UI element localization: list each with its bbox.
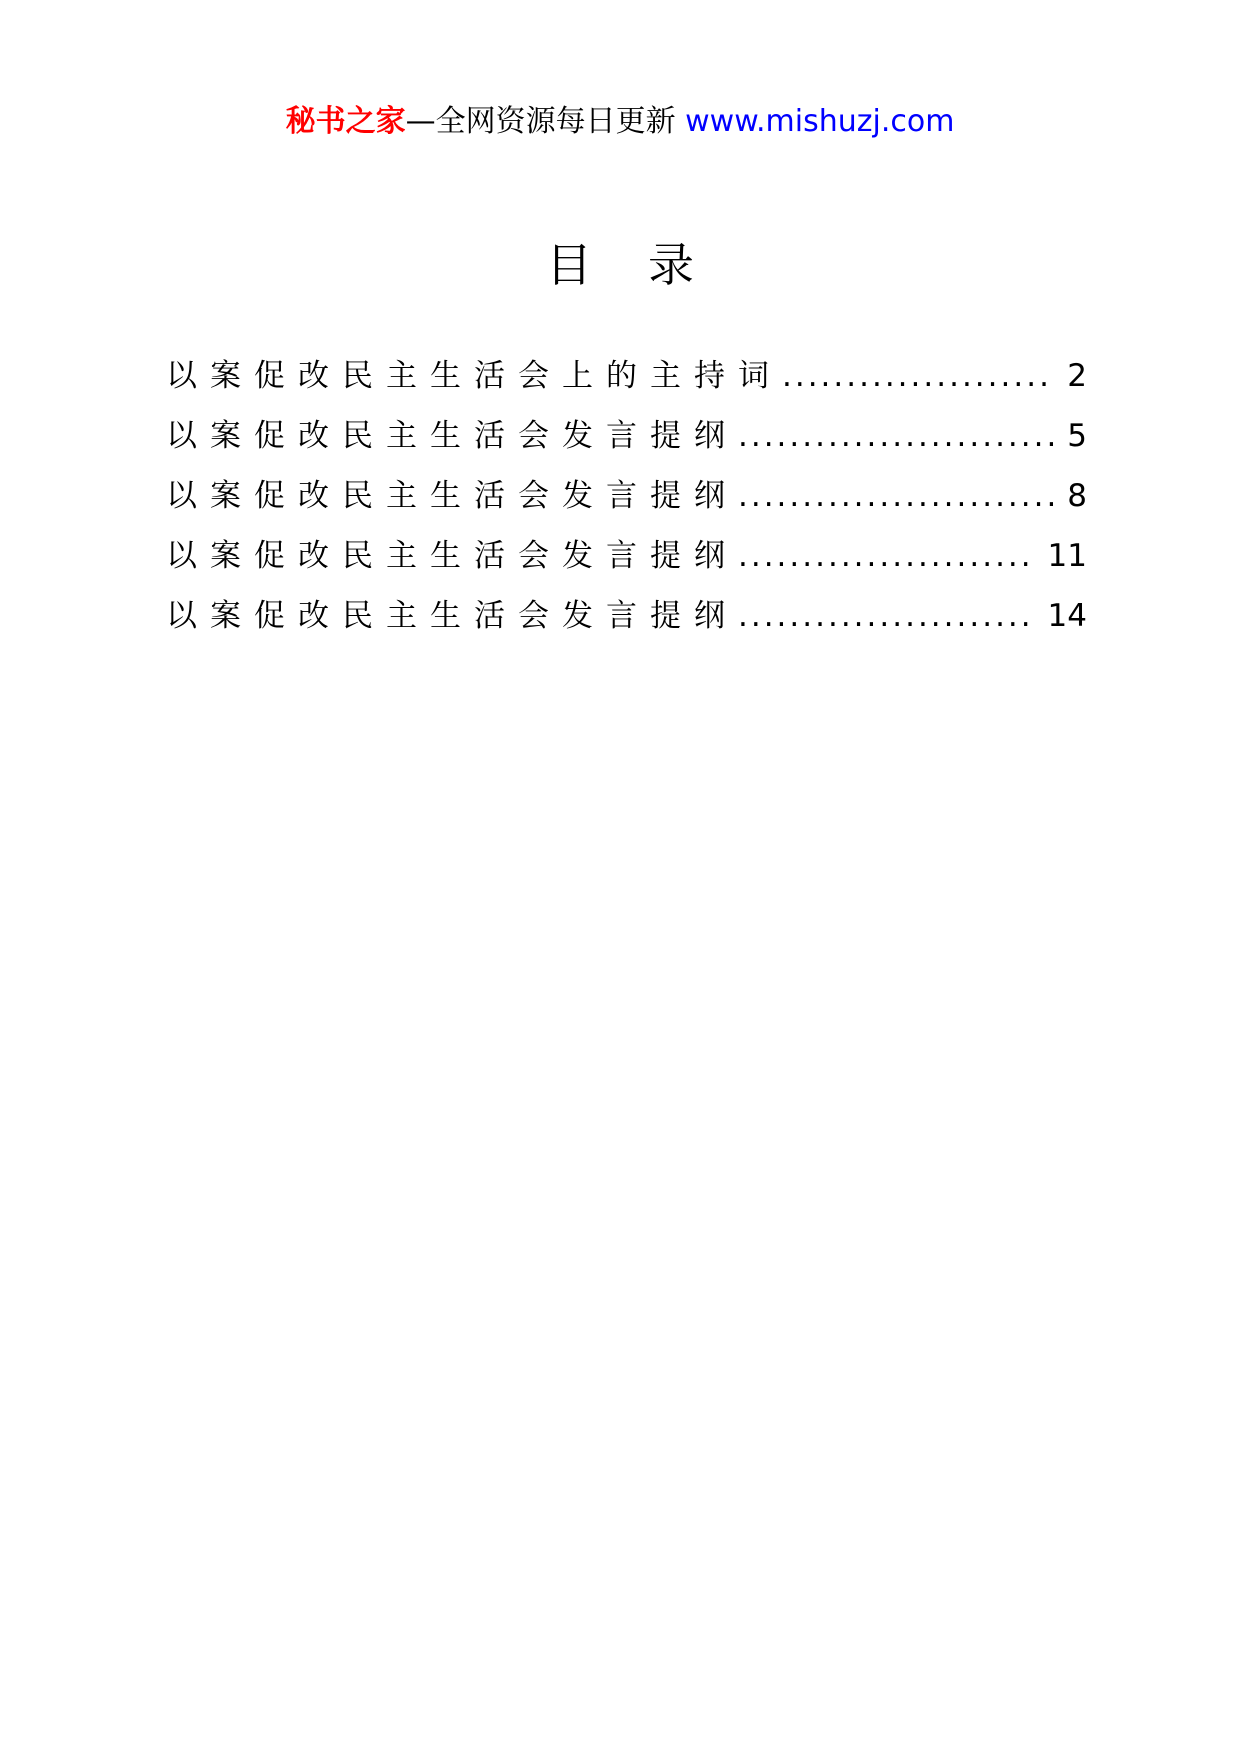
toc-page-number: 14 bbox=[1047, 598, 1087, 634]
toc-page-number: 5 bbox=[1067, 418, 1087, 454]
toc-dot-leader bbox=[738, 526, 1034, 586]
toc-entry[interactable] bbox=[166, 466, 1087, 526]
toc-entry[interactable] bbox=[166, 526, 1087, 586]
page-title: 目录 bbox=[546, 238, 750, 292]
toc-dot-leader bbox=[782, 346, 1053, 406]
header-slogan: —全网资源每日更新 bbox=[405, 104, 686, 139]
toc-entry-title: 以案促改民主生活会发言提纲 bbox=[166, 598, 738, 634]
toc-page-number: 2 bbox=[1067, 358, 1087, 394]
toc-dot-leader bbox=[738, 406, 1053, 466]
toc-entry[interactable] bbox=[166, 346, 1087, 406]
toc-page-number: 11 bbox=[1047, 538, 1087, 574]
toc-dot-leader bbox=[738, 586, 1034, 646]
toc-entry-title: 以案促改民主生活会发言提纲 bbox=[166, 418, 738, 454]
toc-entry-title: 以案促改民主生活会发言提纲 bbox=[166, 478, 738, 514]
toc-entry-title: 以案促改民主生活会上的主持词 bbox=[166, 358, 782, 394]
toc-entry[interactable] bbox=[166, 406, 1087, 466]
toc-entry[interactable] bbox=[166, 586, 1087, 646]
toc-dot-leader bbox=[738, 466, 1053, 526]
toc-page-number: 8 bbox=[1067, 478, 1087, 514]
table-of-contents bbox=[166, 346, 1087, 646]
toc-entry-title: 以案促改民主生活会发言提纲 bbox=[166, 538, 738, 574]
site-header bbox=[0, 102, 1240, 142]
site-url-link[interactable]: www.mishuzj.com bbox=[685, 104, 955, 139]
brand-name: 秘书之家 bbox=[285, 104, 406, 139]
